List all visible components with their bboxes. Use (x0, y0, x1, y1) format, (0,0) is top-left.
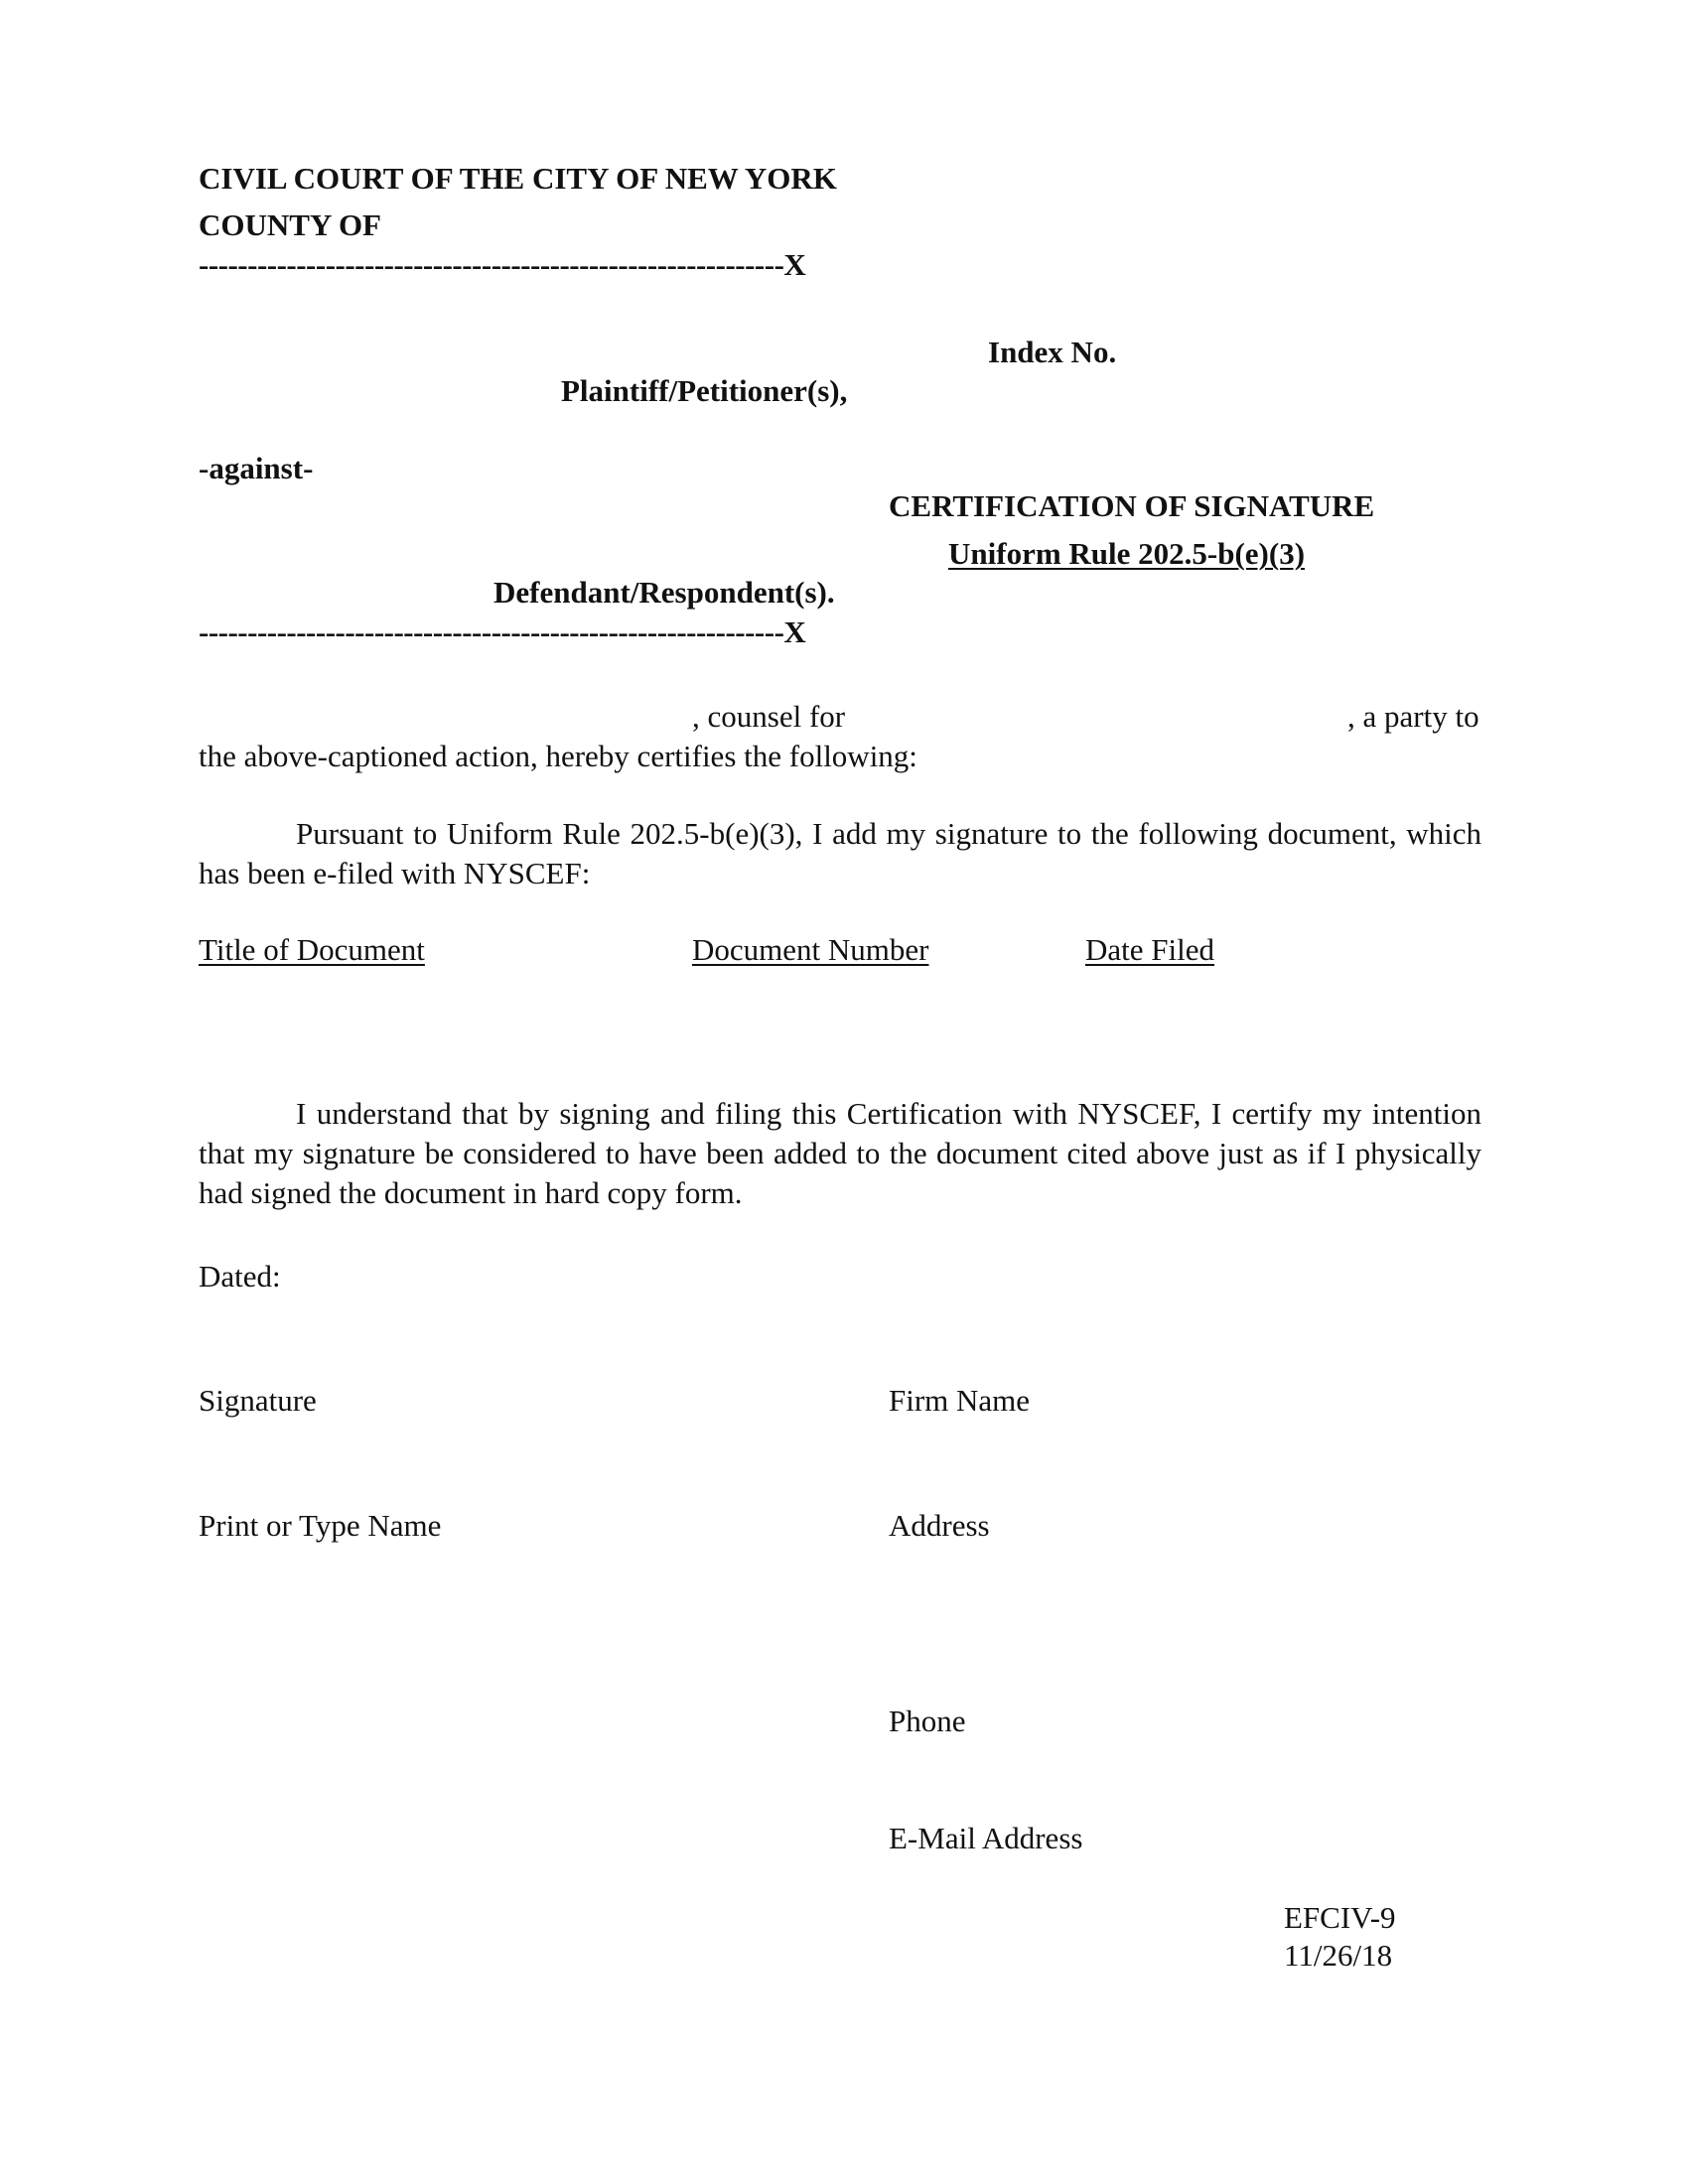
address-field[interactable] (889, 1465, 1484, 1505)
understand-paragraph: I understand that by signing and filing this Certification with NYSCEF, I certify my intention that my signature be considered to have been added to the document cited above just as if I physically had signed the document in hard copy form. (199, 1096, 1481, 1210)
certification-title: CERTIFICATION OF SIGNATURE (889, 488, 1375, 523)
table-header-date: Date Filed (1085, 932, 1214, 967)
index-number-field[interactable] (1137, 333, 1435, 372)
captioned-action-text: the above-captioned action, hereby certifies the following: (199, 739, 917, 773)
firm-name-field[interactable] (889, 1340, 1484, 1380)
print-name-label: Print or Type Name (199, 1508, 442, 1543)
document-title-field[interactable] (199, 978, 655, 1018)
rule-label: Uniform Rule 202.5-b(e)(3) (948, 536, 1306, 571)
address-label: Address (889, 1508, 990, 1543)
counsel-name-field[interactable] (199, 697, 685, 737)
caption-divider-top: ------------------------------------------------------------X (199, 247, 806, 282)
party-name-field[interactable] (864, 697, 1340, 737)
against-label: -against- (199, 451, 314, 485)
email-label: E-Mail Address (889, 1821, 1083, 1855)
plaintiff-name-field[interactable] (199, 298, 874, 338)
firm-name-label: Firm Name (889, 1383, 1031, 1418)
defendant-name-field[interactable] (199, 496, 874, 536)
signature-label: Signature (199, 1383, 317, 1418)
form-id: EFCIV-9 (1284, 1900, 1396, 1935)
signature-field[interactable] (199, 1340, 794, 1380)
plaintiff-label: Plaintiff/Petitioner(s), (561, 373, 848, 408)
dated-label: Dated: (199, 1259, 281, 1294)
county-field[interactable] (407, 205, 884, 245)
email-field[interactable] (889, 1778, 1484, 1818)
caption-divider-bottom: ------------------------------------------------------------X (199, 614, 806, 649)
date-filed-field[interactable] (1085, 978, 1443, 1018)
document-number-field[interactable] (692, 978, 1050, 1018)
counsel-for-text: , counsel for (692, 699, 846, 734)
dated-field[interactable] (298, 1257, 695, 1297)
print-name-field[interactable] (199, 1465, 794, 1505)
index-label: Index No. (988, 335, 1117, 369)
court-name: CIVIL COURT OF THE CITY OF NEW YORK (199, 161, 837, 196)
phone-field[interactable] (889, 1661, 1484, 1701)
pursuant-paragraph: Pursuant to Uniform Rule 202.5-b(e)(3), I add my signature to the following document, which has been e-filed with NYSCEF: (199, 816, 1481, 890)
form-date: 11/26/18 (1284, 1938, 1393, 1973)
party-to-text: , a party to (1347, 699, 1479, 734)
table-header-number: Document Number (692, 932, 929, 967)
table-header-title: Title of Document (199, 932, 425, 967)
phone-label: Phone (889, 1704, 966, 1738)
defendant-label: Defendant/Respondent(s). (493, 575, 835, 610)
county-label: COUNTY OF (199, 207, 381, 242)
